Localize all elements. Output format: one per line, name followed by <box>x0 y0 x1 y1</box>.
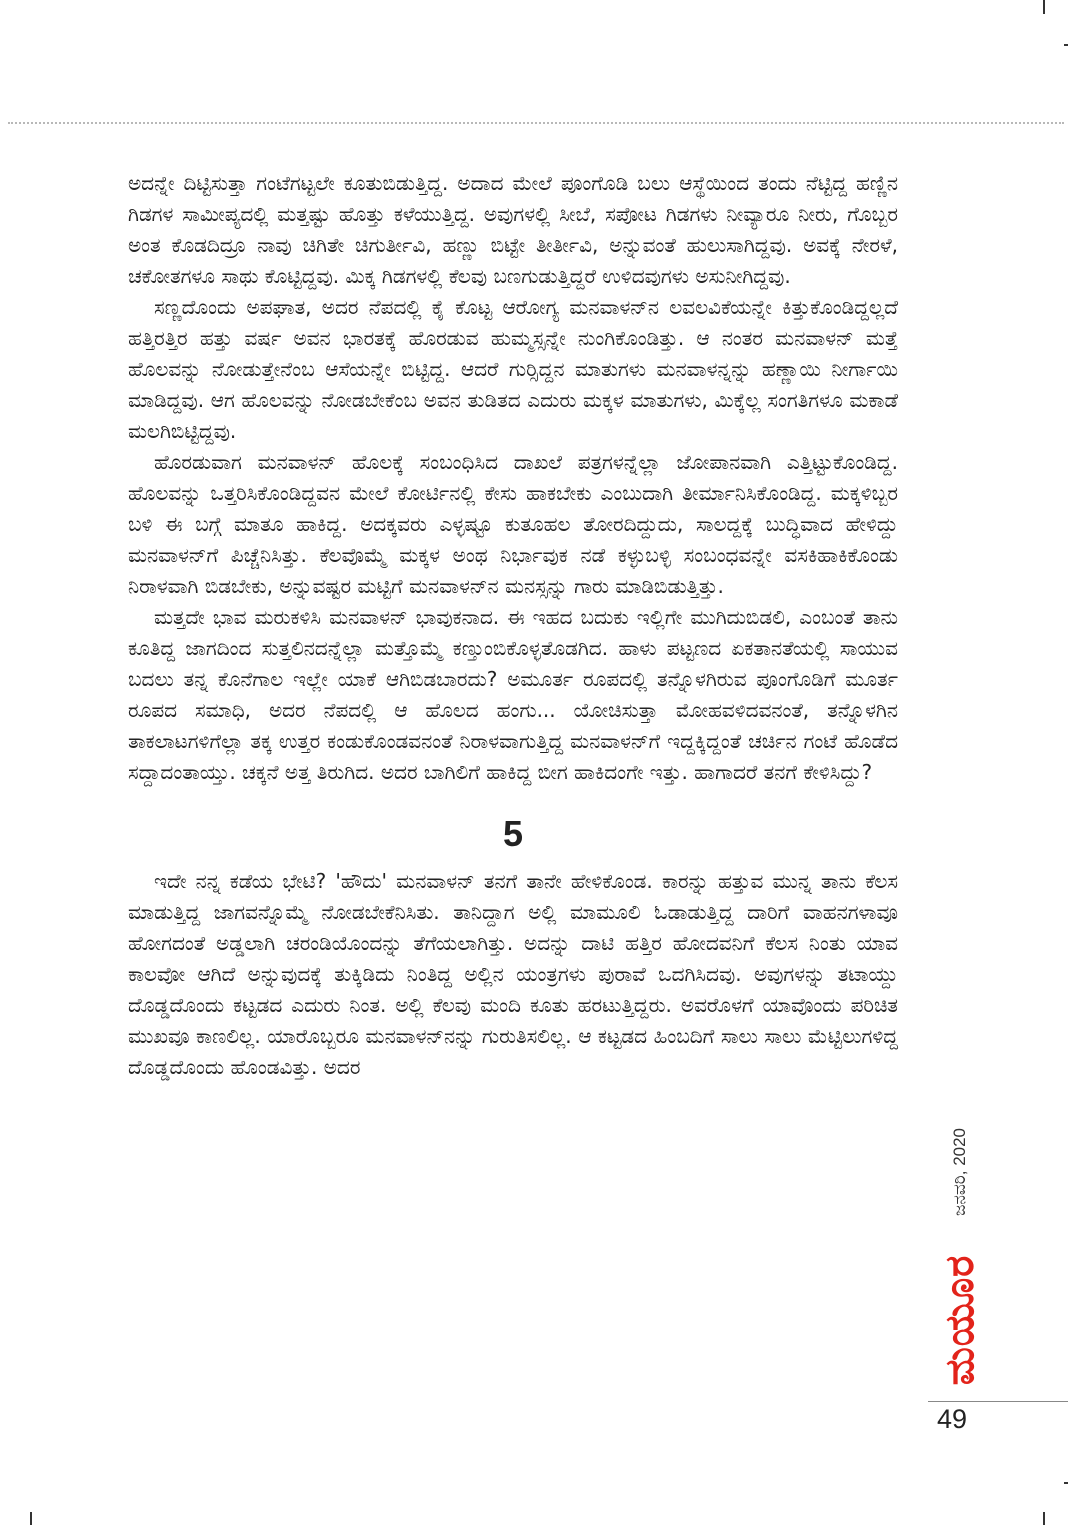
folio-rule <box>928 1401 1068 1402</box>
article-body <box>128 168 898 1083</box>
paragraph: ಹೊರಡುವಾಗ ಮನವಾಳನ್ ಹೊಲಕ್ಕೆ ಸಂಬಂಧಿಸಿದ ದಾಖಲೆ ಪತ್ರಗಳನ್ನೆಲ್ಲಾ ಜೋಪಾನವಾಗಿ ಎತ್ತಿಟ್ಟುಕೊಂಡಿದ್ದ. ಹೊಲವನ್ನು ಒತ್ತರಿಸಿಕೊಂಡಿದ್ದವನ ಮೇಲೆ ಕೋರ್ಟಿನಲ್ಲಿ ಕೇಸು ಹಾಕಬೇಕು ಎಂಬುದಾಗಿ ತೀರ್ಮಾನಿಸಿಕೊಂಡಿದ್ದ. ಮಕ್ಕಳಿಬ್ಬರ ಬಳಿ ಈ ಬಗ್ಗೆ ಮಾತೂ ಹಾಕಿದ್ದ. ಅದಕ್ಕವರು ಎಳ್ಳಷ್ಟೂ ಕುತೂಹಲ ತೋರದಿದ್ದುದು, ಸಾಲದ್ದಕ್ಕೆ ಬುದ್ಧಿವಾದ ಹೇಳಿದ್ದು ಮನವಾಳನ್‌ಗೆ ಪಿಚ್ಚೆನಿಸಿತ್ತು. ಕೆಲವೊಮ್ಮೆ ಮಕ್ಕಳ ಅಂಥ ನಿರ್ಭಾವುಕ ನಡೆ ಕಳ್ಳುಬಳ್ಳಿ ಸಂಬಂಧವನ್ನೇ ವಸಕಿಹಾಕಿಕೊಂಡು ನಿರಾಳವಾಗಿ ಬಿಡಬೇಕು, ಅನ್ನುವಷ್ಟರ ಮಟ್ಟಿಗೆ ಮನವಾಳನ್‌ನ ಮನಸ್ಸನ್ನು ಗಾರು ಮಾಡಿಬಿಡುತ್ತಿತ್ತು. <box>128 450 898 598</box>
chapter-number: 5 <box>502 813 524 854</box>
paragraph: ಅದನ್ನೇ ದಿಟ್ಟಿಸುತ್ತಾ ಗಂಟೆಗಟ್ಟಲೇ ಕೂತುಬಿಡುತ್ತಿದ್ದ. ಅದಾದ ಮೇಲೆ ಪೂಂಗೊಡಿ ಬಲು ಆಸ್ಥೆಯಿಂದ ತಂದು ನೆಟ್ಟಿದ್ದ ಹಣ್ಣಿನ ಗಿಡಗಳ ಸಾಮೀಪ್ಯದಲ್ಲಿ ಮತ್ತಷ್ಟು ಹೊತ್ತು ಕಳೆಯುತ್ತಿದ್ದ. ಅವುಗಳಲ್ಲಿ ಸೀಬೆ, ಸಪೋಟ ಗಿಡಗಳು ನೀವ್ಯಾರೂ ನೀರು, ಗೊಬ್ಬರ ಅಂತ ಕೊಡದಿದ್ರೂ ನಾವು ಚಿಗಿತೇ ಚಿಗುರ್ತೀವಿ, ಹಣ್ಣು ಬಿಟ್ಟೇ ತೀರ್ತೀವಿ, ಅನ್ನುವಂತೆ ಹುಲುಸಾಗಿದ್ದವು. ಅವಕ್ಕೆ ನೇರಳೆ, ಚಕೋತಗಳೂ ಸಾಥು ಕೊಟ್ಟಿದ್ದವು. ಮಿಕ್ಕ ಗಿಡಗಳಲ್ಲಿ ಕೆಲವು ಬಣಗುಡುತ್ತಿದ್ದರೆ ಉಳಿದವುಗಳು ಅಸುನೀಗಿದ್ದವು. <box>128 171 898 288</box>
paragraph: ಇದೇ ನನ್ನ ಕಡೆಯ ಭೇಟಿ? 'ಹೌದು' ಮನವಾಳನ್ ತನಗೆ ತಾನೇ ಹೇಳಿಕೊಂಡ. ಕಾರನ್ನು ಹತ್ತುವ ಮುನ್ನ ತಾನು ಕೆಲಸ ಮಾಡುತ್ತಿದ್ದ ಜಾಗವನ್ನೊಮ್ಮೆ ನೋಡಬೇಕೆನಿಸಿತು. ತಾನಿದ್ದಾಗ ಅಲ್ಲಿ ಮಾಮೂಲಿ ಓಡಾಡುತ್ತಿದ್ದ ದಾರಿಗೆ ವಾಹನಗಳಾವೂ ಹೋಗದಂತೆ ಅಡ್ಡಲಾಗಿ ಚರಂಡಿಯೊಂದನ್ನು ತೆಗೆಯಲಾಗಿತ್ತು. ಅದನ್ನು ದಾಟಿ ಹತ್ತಿರ ಹೋದವನಿಗೆ ಕೆಲಸ ನಿಂತು ಯಾವ ಕಾಲವೋ ಆಗಿದೆ ಅನ್ನುವುದಕ್ಕೆ ತುಕ್ಕಿಡಿದು ನಿಂತಿದ್ದ ಅಲ್ಲಿನ ಯಂತ್ರಗಳು ಪುರಾವೆ ಒದಗಿಸಿದವು. ಅವುಗಳನ್ನು ತಟಾಯ್ದು ದೊಡ್ಡದೊಂದು ಕಟ್ಟಡದ ಎದುರು ನಿಂತ. ಅಲ್ಲಿ ಕೆಲವು ಮಂದಿ ಕೂತು ಹರಟುತ್ತಿದ್ದರು. ಅವರೊಳಗೆ ಯಾವೊಂದು ಪರಿಚಿತ ಮುಖವೂ ಕಾಣಲಿಲ್ಲ. ಯಾರೊಬ್ಬರೂ ಮನವಾಳನ್‌ನನ್ನು ಗುರುತಿಸಲಿಲ್ಲ. ಆ ಕಟ್ಟಡದ ಹಿಂಬದಿಗೆ ಸಾಲು ಸಾಲು ಮೆಟ್ಟಿಲುಗಳಿದ್ದ ದೊಡ್ಡದೊಂದು ಹೊಂಡವಿತ್ತು. ಅದರ <box>128 869 898 1079</box>
crop-mark-right-bottom <box>1064 1482 1068 1484</box>
paragraph: ಸಣ್ಣದೊಂದು ಅಪಘಾತ, ಅದರ ನೆಪದಲ್ಲಿ ಕೈ ಕೊಟ್ಟ ಆರೋಗ್ಯ ಮನವಾಳನ್‌ನ ಲವಲವಿಕೆಯನ್ನೇ ಕಿತ್ತುಕೊಂಡಿದ್ದಲ್ಲದೆ ಹತ್ತಿರತ್ತಿರ ಹತ್ತು ವರ್ಷ ಅವನ ಭಾರತಕ್ಕೆ ಹೊರಡುವ ಹುಮ್ಮಸ್ಸನ್ನೇ ನುಂಗಿಕೊಂಡಿತ್ತು. ಆ ನಂತರ ಮನವಾಳನ್ ಮತ್ತೆ ಹೊಲವನ್ನು ನೋಡುತ್ತೇನೆಂಬ ಆಸೆಯನ್ನೇ ಬಿಟ್ಟಿದ್ದ. ಆದರೆ ಗುರ್‍ಸಿದ್ದನ ಮಾತುಗಳು ಮನವಾಳನ್ನನ್ನು ಹಣ್ಣಾಯಿ ನೀರ್ಗಾಯಿ ಮಾಡಿದ್ದವು. ಆಗ ಹೊಲವನ್ನು ನೋಡಬೇಕೆಂಬ ಅವನ ತುಡಿತದ ಎದುರು ಮಕ್ಕಳ ಮಾತುಗಳು, ಮಿಕ್ಕೆಲ್ಲ ಸಂಗತಿಗಳೂ ಮಕಾಡೆ ಮಲಗಿಬಿಟ್ಟಿದ್ದವು. <box>128 295 898 443</box>
paragraph: ಮತ್ತದೇ ಭಾವ ಮರುಕಳಿಸಿ ಮನವಾಳನ್ ಭಾವುಕನಾದ. ಈ ಇಹದ ಬದುಕು ಇಲ್ಲಿಗೇ ಮುಗಿದುಬಿಡಲಿ, ಎಂಬಂತೆ ತಾನು ಕೂತಿದ್ದ ಜಾಗದಿಂದ ಸುತ್ತಲಿನದನ್ನೆಲ್ಲಾ ಮತ್ತೊಮ್ಮೆ ಕಣ್ತುಂಬಿಕೊಳ್ಳತೊಡಗಿದ. ಹಾಳು ಪಟ್ಟಣದ ಏಕತಾನತೆಯಲ್ಲಿ ಸಾಯುವ ಬದಲು ತನ್ನ ಕೊನೆಗಾಲ ಇಲ್ಲೇ ಯಾಕೆ ಆಗಿಬಿಡಬಾರದು? ಅಮೂರ್ತ ರೂಪದಲ್ಲಿ ತನ್ನೊಳಗಿರುವ ಪೂಂಗೊಡಿಗೆ ಮೂರ್ತ ರೂಪದ ಸಮಾಧಿ, ಅದರ ನೆಪದಲ್ಲಿ ಆ ಹೊಲದ ಹಂಗು... ಯೋಚಿಸುತ್ತಾ ಮೋಹವಳಿದವನಂತೆ, ತನ್ನೊಳಗಿನ ತಾಕಲಾಟಗಳಿಗೆಲ್ಲಾ ತಕ್ಕ ಉತ್ತರ ಕಂಡುಕೊಂಡವನಂತೆ ನಿರಾಳವಾಗುತ್ತಿದ್ದ ಮನವಾಳನ್‌ಗೆ ಇದ್ದಕ್ಕಿದ್ದಂತೆ ಚರ್ಚಿನ ಗಂಟೆ ಹೊಡೆದ ಸದ್ದಾದಂತಾಯ್ತು. ಚಕ್ಕನೆ ಅತ್ತ ತಿರುಗಿದ. ಅದರ ಬಾಗಿಲಿಗೆ ಹಾಕಿದ್ದ ಬೀಗ ಹಾಕಿದಂಗೇ ಇತ್ತು. ಹಾಗಾದರೆ ತನಗೆ ಕೇಳಿಸಿದ್ದು? <box>128 605 898 784</box>
magazine-logo-text: ಮಯೂರ <box>937 1254 983 1386</box>
header-dotted-rule <box>8 122 1064 124</box>
crop-mark-bottom-left <box>30 1512 32 1525</box>
crop-mark-top <box>1043 0 1045 14</box>
page-number: 49 <box>937 1404 968 1434</box>
issue-date-text: ಜನವರಿ, 2020 <box>950 1127 969 1217</box>
issue-date <box>930 1100 990 1245</box>
crop-mark-right-top <box>1064 44 1068 46</box>
magazine-logo <box>930 1250 990 1390</box>
crop-mark-bottom-right <box>1043 1512 1045 1525</box>
